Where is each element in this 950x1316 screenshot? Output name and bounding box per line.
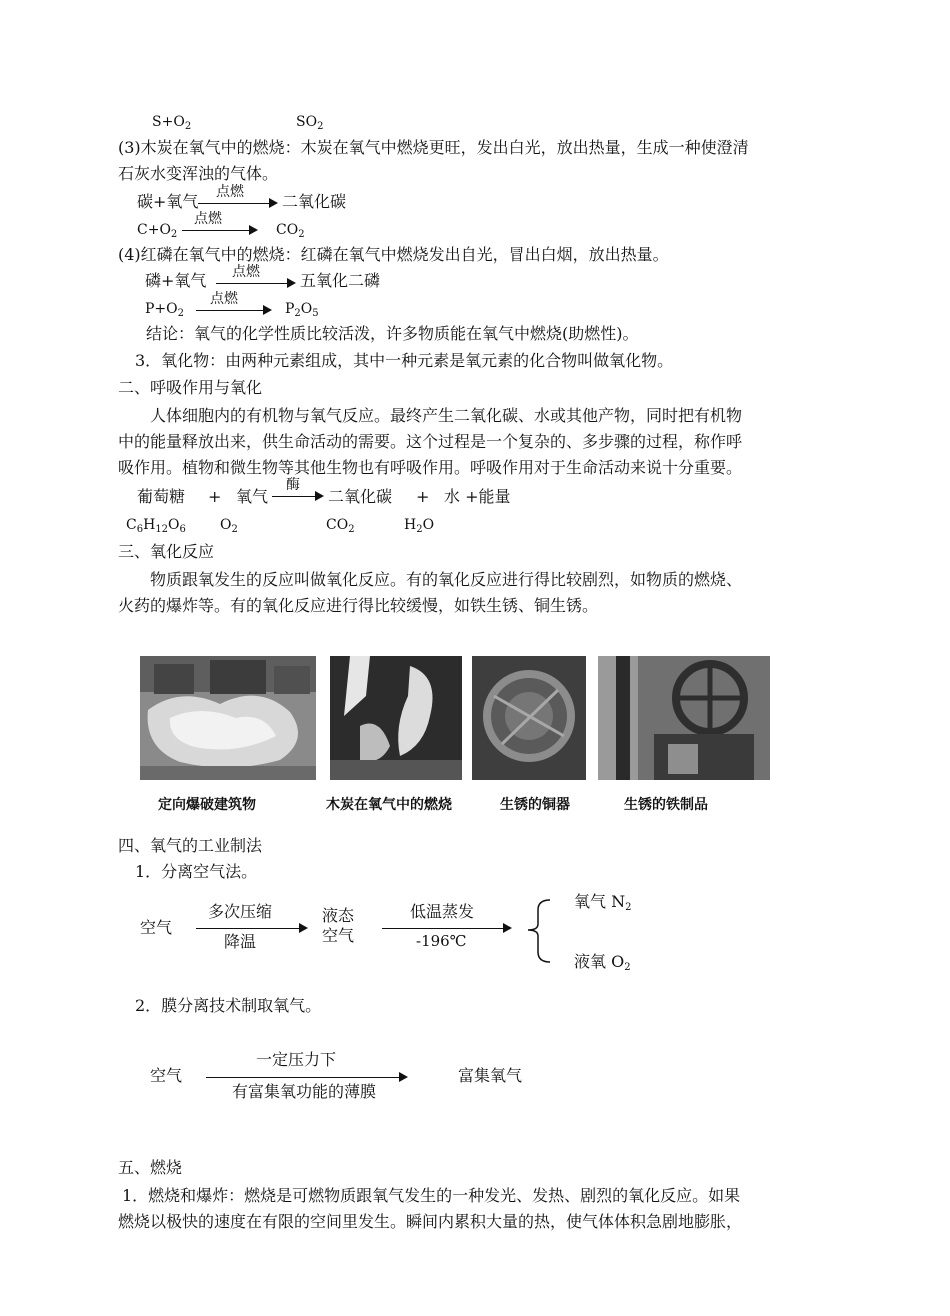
p3-eq2-condition: 点燃	[194, 211, 222, 227]
p3-eq1-condition: 点燃	[216, 184, 244, 200]
caption-iron: 生锈的铁制品	[624, 797, 708, 813]
formula-glucose: $C_6H_{12}O_6$	[126, 517, 186, 535]
section5-line2: 燃烧以极快的速度在有限的空间里发生。瞬间内累积大量的热，使气体体积急剧地膨胀，	[118, 1212, 743, 1231]
diagram2-cond-top: 一定压力下	[256, 1050, 337, 1069]
p4-eq1-condition: 点燃	[232, 264, 260, 280]
caption-bronze: 生锈的铜器	[500, 797, 570, 813]
diagram1-out-oxygen: 液氧 $O_2$	[574, 952, 631, 973]
photo-rusted-iron	[598, 656, 770, 780]
diagram2-cond-bottom: 有富集氧功能的薄膜	[232, 1082, 377, 1101]
section4-heading: 四、氧气的工业制法	[118, 836, 263, 855]
diagram1-air: 空气	[140, 918, 173, 937]
p3-eq2-right: $CO_2$	[276, 222, 305, 240]
diagram2-output: 富集氧气	[458, 1066, 523, 1085]
p4-eq2-right: $P_2O_5$	[285, 301, 319, 319]
formula-co2: $CO_2$	[326, 517, 355, 535]
arrow	[182, 230, 256, 231]
eq-oxygen: 氧气	[236, 487, 269, 506]
section2-heading: 二、呼吸作用与氧化	[118, 378, 263, 397]
arrow	[206, 1077, 406, 1078]
photo-charcoal-burning	[330, 656, 462, 780]
arrow	[196, 928, 306, 929]
eq-carbon-dioxide: 二氧化碳	[328, 487, 393, 506]
diagram1-cond-bottom: 降温	[224, 932, 257, 951]
p3-eq1-left: 碳+氧气	[137, 192, 199, 211]
brace-icon	[524, 896, 554, 966]
section2-line2: 中的能量释放出来，供生命活动的需要。这个过程是一个复杂的、多步骤的过程，称作呼	[118, 432, 743, 451]
diagram2-air: 空气	[150, 1066, 183, 1085]
p4-eq2-left: $P+O_2$	[145, 301, 185, 319]
p4-eq1-right: 五氧化二磷	[300, 271, 381, 290]
p3-line1: (3)木炭在氧气中的燃烧：木炭在氧气中燃烧更旺，发出白光，放出热量，生成一种使澄清	[118, 138, 749, 157]
diagram1-cond2-bottom: -196℃	[416, 932, 467, 950]
section5-heading: 五、燃烧	[118, 1158, 183, 1177]
eq-enzyme-condition: 酶	[286, 477, 300, 493]
eq-glucose: 葡萄糖	[137, 487, 186, 506]
arrow	[198, 203, 276, 204]
formula-sulfur-right: $SO_2$	[296, 114, 324, 132]
section3-line2: 火药的爆炸等。有的氧化反应进行得比较缓慢，如铁生锈、铜生锈。	[118, 596, 599, 615]
section4-item1: 1．分离空气法。	[135, 862, 258, 881]
formula-oxygen: $O_2$	[220, 517, 238, 535]
p4-line1: (4)红磷在氧气中的燃烧：红磷在氧气中燃烧发出自光，冒出白烟，放出热量。	[118, 245, 669, 264]
caption-charcoal: 木炭在氧气中的燃烧	[326, 797, 452, 813]
arrow	[196, 310, 270, 311]
p4-eq2-condition: 点燃	[210, 291, 238, 307]
section2-line1: 人体细胞内的有机物与氧气反应。最终产生二氧化碳、水或其他产物，同时把有机物	[150, 406, 743, 425]
section3-line1: 物质跟氧发生的反应叫做氧化反应。有的氧化反应进行得比较剧烈，如物质的燃烧、	[150, 570, 743, 589]
p4-eq1-left: 磷+氧气	[145, 271, 207, 290]
eq-plus: +	[416, 487, 430, 506]
diagram1-liquid-1: 液态	[322, 906, 355, 925]
eq-plus: +	[208, 487, 222, 506]
formula-water: $H_2O$	[404, 517, 435, 535]
conclusion: 结论：氧气的化学性质比较活泼，许多物质能在氧气中燃烧(助燃性)。	[146, 324, 639, 343]
p3-eq2-left: $C+O_2$	[137, 222, 178, 240]
arrow	[272, 496, 322, 497]
arrow	[216, 283, 294, 284]
formula-sulfur-left: $S+O_2$	[152, 114, 192, 132]
item3-oxide: 3．氧化物：由两种元素组成，其中一种元素是氧元素的化合物叫做氧化物。	[135, 351, 674, 370]
photo-rusted-bronze	[472, 656, 586, 780]
p3-line2: 石灰水变浑浊的气体。	[118, 164, 279, 183]
section2-line3: 吸作用。植物和微生物等其他生物也有呼吸作用。呼吸作用对于生命活动来说十分重要。	[118, 458, 743, 477]
diagram1-cond-top: 多次压缩	[208, 902, 273, 921]
caption-demolition: 定向爆破建筑物	[158, 797, 256, 813]
arrow	[382, 928, 510, 929]
p3-eq1-right: 二氧化碳	[282, 192, 347, 211]
diagram1-cond2-top: 低温蒸发	[410, 902, 475, 921]
section3-heading: 三、氧化反应	[118, 542, 215, 561]
section5-line1: 1．燃烧和爆炸：燃烧是可燃物质跟氧气发生的一种发光、发热、剧烈的氧化反应。如果	[122, 1186, 741, 1205]
diagram1-out-nitrogen: 氧气 $N_2$	[574, 892, 632, 913]
section4-item2: 2．膜分离技术制取氧气。	[135, 996, 322, 1015]
photo-demolition	[140, 656, 316, 780]
eq-water-energy: 水 +能量	[444, 487, 511, 506]
diagram1-liquid-2: 空气	[322, 926, 355, 945]
